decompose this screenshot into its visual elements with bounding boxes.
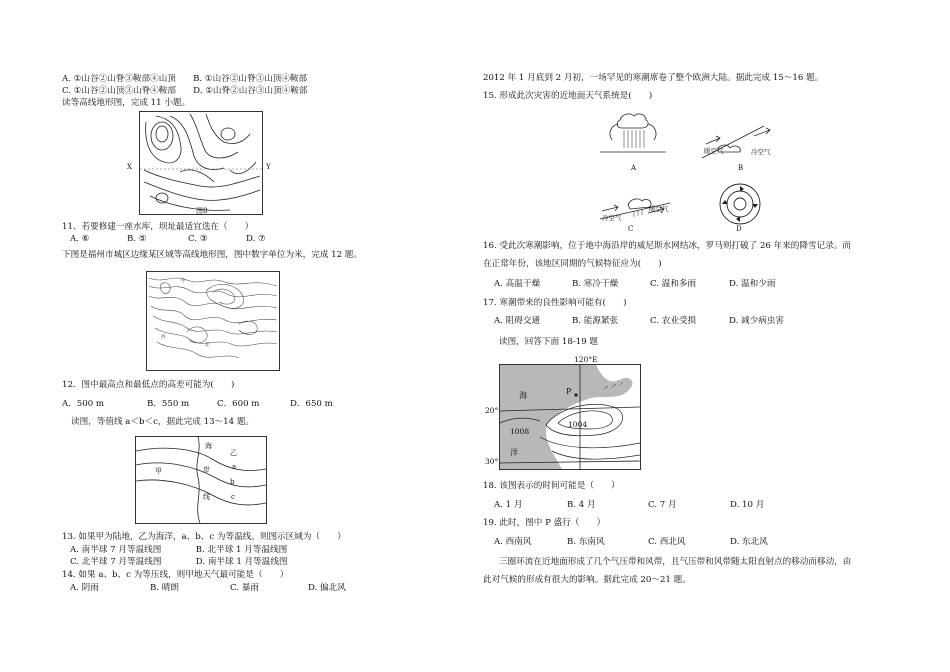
q16-option-d: D. 温和少雨 (729, 279, 776, 289)
fig13-label-b: b (230, 478, 235, 486)
q16-stem-line1: 16. 受此次寒潮影响，位于地中海沿岸的威尼斯水网结冰，罗马则打破了 26 年来的降雪记录。而 (483, 241, 851, 251)
isoline-drawing (136, 437, 266, 523)
q16-stem-line2: 在正常年份，该地区同期的气候特征应为( ) (483, 259, 662, 269)
contour-map-fig8 (139, 111, 263, 215)
q14-stem: 14. 如果 a、b、c 为等压线，则甲地天气最可能是（ ） (62, 570, 289, 580)
intro-q11: 读等高线地形图，完成 11 小题。 (62, 98, 191, 108)
fig13-label-yi: 乙 (230, 449, 237, 457)
map-lat30: 30° (485, 457, 499, 466)
q19-option-a: A. 西南风 (494, 537, 532, 547)
q11-option-c: C. ③ (188, 234, 208, 244)
map-isobar-1008: 1008 (510, 427, 530, 436)
fuzhou-contour-map (146, 271, 280, 371)
q11-option-d: D. ⑦ (246, 234, 266, 244)
q17-option-b: B. 能源紧张 (572, 316, 619, 326)
q19-stem: 19. 此时，图中 P 盛行（ ） (483, 518, 606, 528)
q16-option-c: C. 温和多雨 (650, 279, 697, 289)
fig8-x-label: X (127, 163, 132, 171)
q15-label-c: C (628, 225, 634, 233)
q14-option-d: D. 偏北风 (308, 583, 346, 593)
q18-stem: 18. 该图表示的时间可能是（ ） (483, 481, 620, 491)
q12-option-b: B．550 m (147, 399, 190, 409)
q14-option-c: C. 暴雨 (230, 583, 259, 593)
fig13-label-a: a (232, 463, 237, 471)
map-lat20: 20° (485, 406, 499, 415)
fig13-label-c: c (231, 493, 235, 501)
q16-option-b: B. 寒冷干燥 (572, 279, 619, 289)
q15-figure-d-drawing (718, 182, 762, 226)
q15-c-warm-air: 暖空气 (649, 205, 669, 213)
fig13-label-sea: 海 (205, 442, 212, 450)
q18-option-c: C. 7 月 (648, 500, 677, 510)
svg-text:中: 中 (181, 279, 186, 284)
q11-option-b: B. ⑤ (127, 234, 147, 244)
q10-options-cd: C. ①山谷②山顶③山脊④鞍部 D. ①山脊②山谷③山顶④鞍部 (62, 86, 308, 96)
map-isobar-1004: 1004 (568, 420, 588, 429)
isobar-map (499, 364, 641, 470)
svg-text:北: 北 (205, 343, 210, 348)
intro-q13-14: 读图，等值线 a＜b＜c，据此完成 13～14 题。 (71, 417, 255, 427)
intro-q20-21-line2: 此对气候的形成有很大的影响。据此完成 20～21 题。 (483, 575, 691, 585)
q11-option-a: A. ⑥ (70, 234, 90, 244)
map-sea-label: 海 (519, 391, 527, 400)
contour-map-fig8-drawing (140, 112, 262, 214)
q15-figure-a-drawing (598, 110, 668, 160)
fig8-y-label: Y (266, 163, 271, 171)
q12-stem: 12．图中最高点和最低点的高差可能为( ) (62, 380, 235, 390)
q11-stem: 11、若要修建一座水库，坝址最适宜选在（ ） (62, 222, 254, 232)
map-ocean-label: 洋 (510, 448, 518, 457)
q14-option-a: A. 阴雨 (70, 583, 99, 593)
q15-c-cold-air: 冷空气 (602, 214, 622, 222)
q17-option-a: A. 阻碍交通 (494, 316, 541, 326)
q19-option-b: B. 东南风 (567, 537, 605, 547)
q12-option-d: D．650 m (290, 399, 333, 409)
q15-b-cold-air: 冷空气 (751, 148, 771, 156)
q15-b-warm-air: 暖空气 (704, 147, 724, 155)
intro-q15-16: 2012 年 1 月底到 2 月初，一场罕见的寒潮席卷了整个欧洲大陆。据此完成 15～16 题。 (483, 73, 824, 83)
intro-q20-21-line1: 三圈环流在近地面形成了几个气压带和风带，且气压带和风带随太阳直射点的移动而移动，由 (499, 557, 852, 567)
q12-option-a: A．500 m (62, 399, 105, 409)
q13-stem: 13. 如果甲为陆地，乙为海洋，a、b、c 为等温线。则图示区域为（ ） (62, 532, 346, 542)
q15-figure-a (598, 110, 668, 160)
fuzhou-contour-drawing (147, 272, 279, 370)
fig13-label-xian: 线 (203, 493, 210, 501)
q19-option-d: D. 东北风 (730, 537, 768, 547)
q17-option-c: C. 农业受损 (650, 316, 697, 326)
svg-text:西: 西 (161, 335, 166, 340)
q18-option-d: D. 10 月 (730, 500, 765, 510)
q18-option-a: A. 1 月 (494, 500, 523, 510)
q17-stem: 17. 寒潮带来的良性影响可能有( ) (483, 298, 627, 308)
intro-q12: 下图是福州市城区边缘某区域等高线地形图，图中数字单位为米，完成 12 题。 (62, 250, 362, 260)
q14-option-b: B. 晴朗 (150, 583, 179, 593)
q16-option-a: A. 高温干燥 (494, 279, 541, 289)
q10-options-ab: A. ①山谷②山脊③鞍部④山顶 B. ①山谷②山脊③山顶④鞍部 (62, 74, 308, 84)
isoline-figure (135, 436, 267, 524)
intro-q18-19: 读图，回答下面 18-19 题 (499, 337, 598, 347)
q12-option-c: C．600 m (217, 399, 260, 409)
q15-figure-d (718, 182, 762, 226)
fig8-caption: 图8 (196, 207, 208, 215)
q13-options-cd: C. 北半球 7 月等温线图 D. 南半球 1 月等温线图 (70, 557, 288, 567)
q18-option-b: B. 4 月 (567, 500, 596, 510)
q15-label-b: B (738, 164, 744, 172)
q17-option-d: D. 减少病虫害 (729, 316, 785, 326)
fig13-label-an: 岸 (203, 466, 210, 474)
map-longitude-label: 120°E (574, 355, 598, 364)
isobar-map-drawing (500, 365, 640, 469)
q15-label-a: A (631, 164, 637, 172)
fig13-label-jia: 甲 (155, 467, 162, 475)
q15-stem: 15. 形成此次灾害的近地面天气系统是( ) (483, 91, 653, 101)
map-point-p: P (566, 387, 572, 396)
q13-options-ab: A. 南半球 7 月等温线图 B. 北半球 1 月等温线图 (70, 545, 288, 555)
q19-option-c: C. 西北风 (648, 537, 686, 547)
q15-label-d: D (736, 225, 742, 233)
